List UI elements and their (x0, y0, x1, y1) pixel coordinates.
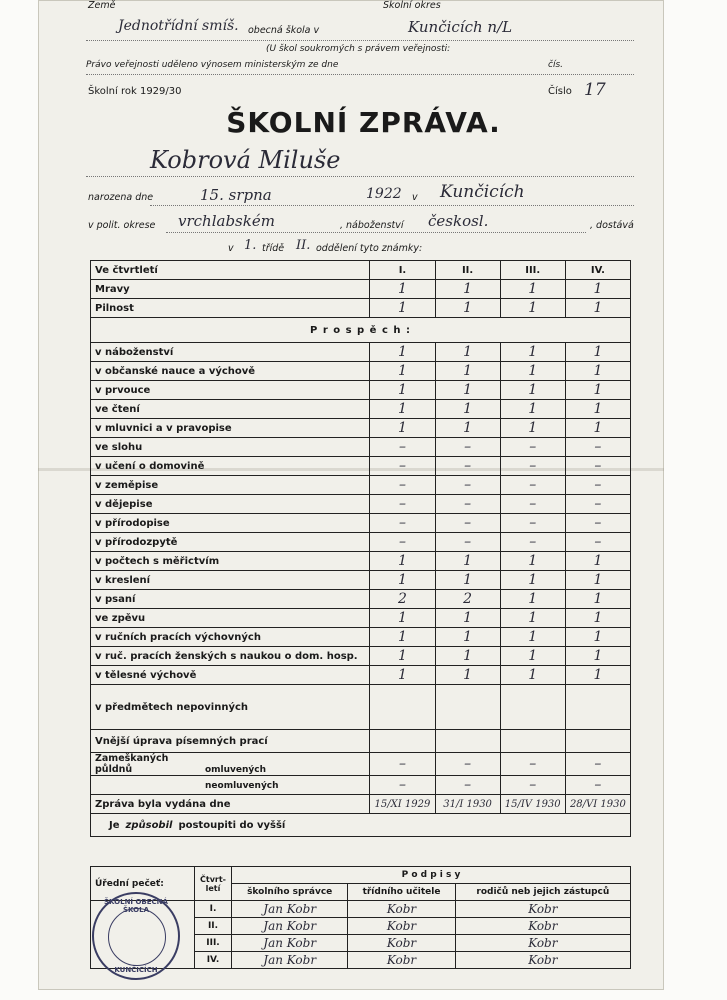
grade-cell: – (435, 776, 500, 795)
signature-teacher: Kobr (348, 918, 455, 935)
grade-cell (565, 685, 630, 730)
grades-header-row (91, 261, 631, 280)
signature-parent: Kobr (455, 901, 630, 918)
grade-cell: 2 (435, 590, 500, 609)
grade-cell: 1 (565, 362, 630, 381)
grades-table (90, 260, 631, 837)
grade-cell: 1 (500, 666, 565, 685)
issued-row (91, 795, 631, 814)
grade-cell: 1 (370, 343, 435, 362)
grade-cell: – (565, 457, 630, 476)
born-year: 1922 (366, 186, 402, 202)
grade-cell (500, 730, 565, 753)
written-row (91, 730, 631, 753)
district-label: v polit. okrese (88, 220, 156, 231)
grade-cell: 1 (565, 666, 630, 685)
grade-cell: 1 (500, 280, 565, 299)
class-line-1: v (228, 243, 234, 254)
table-row (91, 609, 631, 628)
private-note: (U škol soukromých s právem veřejnosti: (266, 44, 451, 54)
behavior-label: Pilnost (91, 299, 370, 318)
subject-label: v zeměpise (91, 476, 370, 495)
school-year: Školní rok 1929/30 (88, 86, 182, 97)
grade-cell: 1 (435, 381, 500, 400)
signature-col-col2: třídního učitele (348, 884, 455, 901)
subject-label: ve slohu (91, 438, 370, 457)
grade-cell: 1 (565, 280, 630, 299)
issued-date: 15/IV 1930 (500, 795, 565, 814)
grade-cell: – (565, 533, 630, 552)
signature-teacher: Kobr (348, 901, 455, 918)
subject-label: v náboženství (91, 343, 370, 362)
grade-cell: – (565, 438, 630, 457)
student-name: Kobrová Miluše (150, 146, 341, 174)
stamp-emblem (108, 908, 166, 966)
missed-row (91, 753, 631, 776)
grade-cell: 1 (435, 628, 500, 647)
section-row (91, 318, 631, 343)
grade-cell: – (435, 476, 500, 495)
grade-cell: 1 (500, 628, 565, 647)
class-line-2: třídě (262, 243, 285, 254)
grade-cell: – (500, 514, 565, 533)
table-row (91, 552, 631, 571)
born-in: v (412, 192, 418, 203)
signature-parent: Kobr (455, 918, 630, 935)
subject-label: ve zpěvu (91, 609, 370, 628)
advance-row (91, 814, 631, 837)
division-hand: II. (296, 238, 311, 253)
written-label: Vnější úprava písemných prací (91, 730, 370, 753)
grade-cell: – (435, 533, 500, 552)
quarter-i: I. (370, 261, 435, 280)
religion-hand: českosl. (428, 212, 489, 230)
missed-label: Zameškaných půldnů (95, 753, 169, 775)
unexcused-label (91, 776, 370, 795)
grade-cell: 1 (435, 362, 500, 381)
grade-cell: – (435, 438, 500, 457)
grade-cell: 1 (370, 666, 435, 685)
grade-cell: 1 (370, 609, 435, 628)
grade-cell: 1 (435, 343, 500, 362)
grade-cell: 1 (500, 647, 565, 666)
grade-cell: 1 (370, 381, 435, 400)
grade-cell: 1 (565, 647, 630, 666)
grade-cell: 1 (565, 609, 630, 628)
table-row (91, 533, 631, 552)
excused-label (91, 753, 370, 776)
subject-label: v mluvnici a v pravopise (91, 419, 370, 438)
quarter-header: Ve čtvrtletí (91, 261, 370, 280)
signature-quarter: II. (195, 918, 232, 935)
table-row (91, 280, 631, 299)
grade-cell: 1 (565, 419, 630, 438)
subject-label: v tělesné výchově (91, 666, 370, 685)
grade-cell: – (500, 438, 565, 457)
grade-cell: 1 (435, 552, 500, 571)
grade-cell: 1 (435, 647, 500, 666)
grade-cell: – (500, 495, 565, 514)
subject-label: v přírodozpytě (91, 533, 370, 552)
issued-date: 28/VI 1930 (565, 795, 630, 814)
signature-col-col1: školního správce (232, 884, 348, 901)
advance-hand: způsobil (125, 819, 173, 831)
subject-label: v prvouce (91, 381, 370, 400)
signature-admin: Jan Kobr (232, 935, 348, 952)
stamp-label: Úřední pečeť: (91, 867, 195, 901)
grade-cell: 1 (565, 343, 630, 362)
grade-cell: 1 (565, 299, 630, 318)
grade-cell: 1 (435, 609, 500, 628)
advance-post: postoupiti do vyšší (178, 819, 286, 831)
grade-cell: – (370, 533, 435, 552)
signature-quarter: III. (195, 935, 232, 952)
grade-cell: 1 (435, 419, 500, 438)
class-line-3: oddělení tyto známky: (316, 243, 423, 254)
signature-parent: Kobr (455, 952, 630, 969)
grade-cell: 1 (565, 628, 630, 647)
grade-cell: – (435, 457, 500, 476)
grade-cell: – (500, 753, 565, 776)
born-place: Kunčicích (440, 182, 525, 202)
grade-cell: 1 (370, 628, 435, 647)
grade-cell: – (435, 495, 500, 514)
grade-cell: – (500, 457, 565, 476)
advance-cell (91, 814, 631, 837)
grade-cell: – (565, 514, 630, 533)
grade-cell: – (500, 476, 565, 495)
optional-row (91, 685, 631, 730)
quarter-iii: III. (500, 261, 565, 280)
grade-cell: 1 (370, 299, 435, 318)
grade-cell: 1 (500, 609, 565, 628)
grade-cell: 1 (565, 400, 630, 419)
signature-teacher: Kobr (348, 952, 455, 969)
table-row (91, 590, 631, 609)
table-row (91, 666, 631, 685)
grade-cell: 1 (500, 362, 565, 381)
signature-quarter: IV. (195, 952, 232, 969)
born-dots (150, 205, 634, 206)
grade-cell: 1 (500, 552, 565, 571)
table-row (91, 362, 631, 381)
issued-label: Zpráva byla vydána dne (91, 795, 370, 814)
grade-cell: – (565, 495, 630, 514)
grade-cell: – (435, 514, 500, 533)
grade-cell: – (565, 476, 630, 495)
grade-cell: – (435, 753, 500, 776)
signatures-head (91, 867, 631, 884)
grades-body (91, 261, 631, 837)
optional-label: v předmětech nepovinných (91, 685, 370, 730)
grade-cell: – (500, 776, 565, 795)
grade-cell: 1 (500, 400, 565, 419)
official-stamp (92, 892, 180, 980)
signature-admin: Jan Kobr (232, 952, 348, 969)
grade-cell: – (370, 495, 435, 514)
grade-cell: 2 (370, 590, 435, 609)
grade-cell: 1 (565, 571, 630, 590)
excused-text: omluvených (205, 765, 267, 775)
receives-label: , dostává (590, 220, 634, 231)
signature-teacher: Kobr (348, 935, 455, 952)
grade-cell (500, 685, 565, 730)
subject-label: v přírodopise (91, 514, 370, 533)
subject-label: v občanské nauce a výchově (91, 362, 370, 381)
rights-label: Právo veřejnosti uděleno výnosem ministerským ze dne (86, 60, 339, 70)
number-hand: 17 (584, 80, 606, 100)
religion-label: , náboženství (340, 220, 404, 231)
table-row (91, 647, 631, 666)
grade-cell: – (565, 776, 630, 795)
grade-cell: 1 (435, 299, 500, 318)
grade-cell: 1 (500, 590, 565, 609)
zeme-label: Země (88, 0, 116, 11)
table-row (91, 381, 631, 400)
subject-label: ve čtení (91, 400, 370, 419)
grade-cell: – (500, 533, 565, 552)
table-row (91, 400, 631, 419)
grade-cell: 1 (370, 280, 435, 299)
cislo-label: čís. (548, 60, 563, 70)
grade-cell: 1 (500, 381, 565, 400)
signature-col-col3: rodičů neb jejich zástupců (455, 884, 630, 901)
grade-cell: 1 (500, 343, 565, 362)
grade-cell: 1 (500, 419, 565, 438)
signature-admin: Jan Kobr (232, 901, 348, 918)
school-type-label: obecná škola v (248, 25, 320, 36)
grade-cell (370, 685, 435, 730)
grade-cell: 1 (565, 381, 630, 400)
table-row (91, 457, 631, 476)
grade-cell: 1 (370, 552, 435, 571)
stamp-text-bottom: KUNČICÍCH (114, 966, 158, 974)
grade-cell: – (370, 753, 435, 776)
table-row (91, 476, 631, 495)
signatures-label: P o d p i s y (232, 867, 631, 884)
born-date: 15. srpna (200, 186, 272, 204)
advance-pre: Je (109, 819, 120, 831)
subject-label: v počtech s měřictvím (91, 552, 370, 571)
grade-cell: – (370, 438, 435, 457)
school-type-hand: Jednotřídní smíš. (118, 18, 239, 34)
number-label: Číslo (548, 86, 572, 97)
grade-cell: – (370, 514, 435, 533)
signature-admin: Jan Kobr (232, 918, 348, 935)
behavior-label: Mravy (91, 280, 370, 299)
subject-label: v psaní (91, 590, 370, 609)
subject-label: v učení o domovině (91, 457, 370, 476)
grade-cell: 1 (370, 419, 435, 438)
grade-cell: 1 (370, 362, 435, 381)
stamp-text-top: ŠKOLNÍ OBECNÁ ŠKOLA (104, 898, 168, 914)
subject-label: v kreslení (91, 571, 370, 590)
missed-row (91, 776, 631, 795)
grade-cell: 1 (370, 571, 435, 590)
district-dots (166, 232, 586, 233)
born-label: narozena dne (88, 192, 154, 203)
header-dots-1 (86, 40, 634, 41)
quarter-ii: II. (435, 261, 500, 280)
table-row (91, 495, 631, 514)
grade-cell: 1 (565, 552, 630, 571)
grade-cell: 1 (565, 590, 630, 609)
grade-cell (435, 730, 500, 753)
table-row (91, 628, 631, 647)
unexcused-text: neomluvených (205, 780, 279, 791)
district-hand: vrchlabském (178, 212, 275, 230)
header-dots-2 (86, 74, 634, 75)
grade-cell: – (370, 476, 435, 495)
grade-cell: 1 (500, 571, 565, 590)
table-row (91, 571, 631, 590)
quarter-iv: IV. (565, 261, 630, 280)
table-row (91, 514, 631, 533)
grade-cell: 1 (435, 571, 500, 590)
grade-cell: 1 (435, 280, 500, 299)
table-row (91, 419, 631, 438)
grade-cell: 1 (435, 666, 500, 685)
grade-cell: – (565, 753, 630, 776)
subject-label: v ruč. pracích ženských s naukou o dom. hosp. (91, 647, 370, 666)
subject-label: v ručních pracích výchovných (91, 628, 370, 647)
grade-cell: 1 (370, 647, 435, 666)
okres-label: Školní okres (383, 0, 441, 11)
grade-cell (370, 730, 435, 753)
grade-cell: 1 (370, 400, 435, 419)
issued-date: 31/I 1930 (435, 795, 500, 814)
subject-label: v dějepise (91, 495, 370, 514)
grade-cell: 1 (500, 299, 565, 318)
signature-quarter: I. (195, 901, 232, 918)
quarter-label: Čtvrt-letí (195, 867, 232, 901)
table-row (91, 299, 631, 318)
table-row (91, 343, 631, 362)
grade-cell: – (370, 457, 435, 476)
name-dots (86, 176, 634, 177)
issued-date: 15/XI 1929 (370, 795, 435, 814)
grade-cell: 1 (435, 400, 500, 419)
document-title: ŠKOLNÍ ZPRÁVA. (226, 106, 501, 139)
table-row (91, 438, 631, 457)
signature-parent: Kobr (455, 935, 630, 952)
section-label: P r o s p ě c h : (91, 318, 631, 343)
grade-cell (565, 730, 630, 753)
school-place-hand: Kunčicích n/L (408, 18, 513, 36)
class-num: 1. (244, 238, 257, 253)
grade-cell: – (370, 776, 435, 795)
grade-cell (435, 685, 500, 730)
